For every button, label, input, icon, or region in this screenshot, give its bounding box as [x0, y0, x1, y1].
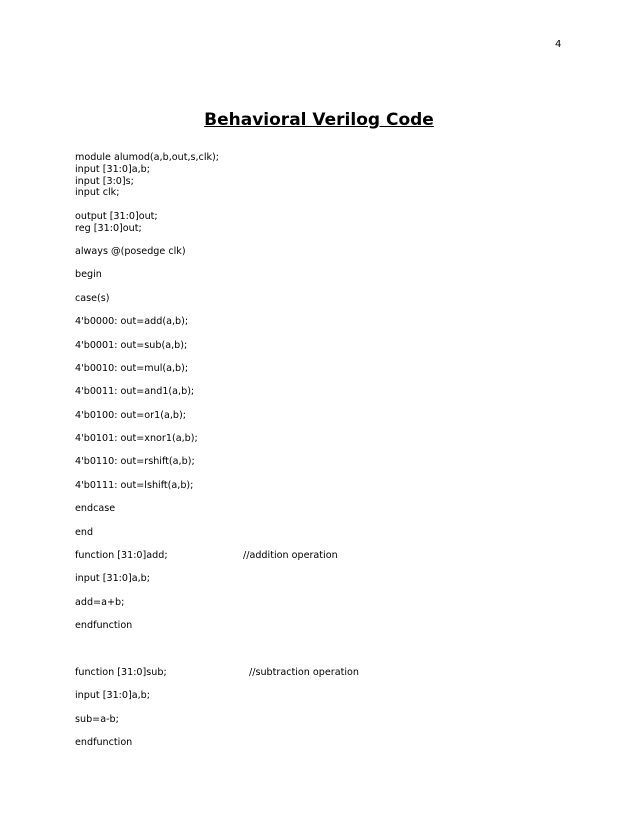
code-line-sub-input: input [31:0]a,b; [75, 690, 151, 702]
code-line-case-item: 4'b0100: out=or1(a,b); [75, 409, 186, 421]
sub-function-comment: //subtraction operation [249, 667, 359, 679]
code-line-input-clk: input clk; [75, 187, 120, 199]
code-line-sub-function [75, 667, 595, 679]
code-line-case-item: 4'b0001: out=sub(a,b); [75, 339, 188, 351]
code-line-end: end [75, 526, 94, 538]
code-line-case-item: 4'b0111: out=lshift(a,b); [75, 479, 194, 491]
code-line-output: output [31:0]out; [75, 210, 158, 222]
code-line-endcase: endcase [75, 503, 116, 515]
code-line-add-end: endfunction [75, 620, 133, 632]
code-line-case: case(s) [75, 292, 110, 304]
code-line-sub-end: endfunction [75, 737, 133, 749]
code-line-case-item: 4'b0010: out=mul(a,b); [75, 362, 189, 374]
code-block [75, 152, 595, 749]
add-function-comment: //addition operation [243, 550, 338, 562]
code-line-sub-body: sub=a-b; [75, 713, 119, 725]
code-line-input-ab: input [31:0]a,b; [75, 163, 151, 175]
code-line-case-item: 4'b0101: out=xnor1(a,b); [75, 433, 198, 445]
code-line-always: always @(posedge clk) [75, 245, 186, 257]
page-number: 4 [555, 39, 562, 50]
code-line-case-item: 4'b0011: out=and1(a,b); [75, 386, 195, 398]
sub-function-header: function [31:0]sub; [75, 667, 167, 679]
code-line-case-item: 4'b0000: out=add(a,b); [75, 316, 189, 328]
code-line-begin: begin [75, 269, 102, 281]
code-line-reg: reg [31:0]out; [75, 222, 142, 234]
code-line-module: module alumod(a,b,out,s,clk); [75, 152, 220, 163]
code-line-case-item: 4'b0110: out=rshift(a,b); [75, 456, 195, 468]
code-line-add-input: input [31:0]a,b; [75, 573, 151, 585]
code-line-add-function [75, 550, 595, 562]
code-line-add-body: add=a+b; [75, 596, 125, 608]
page-title: Behavioral Verilog Code [204, 110, 434, 130]
add-function-header: function [31:0]add; [75, 550, 168, 562]
code-line-input-s: input [3:0]s; [75, 175, 134, 187]
